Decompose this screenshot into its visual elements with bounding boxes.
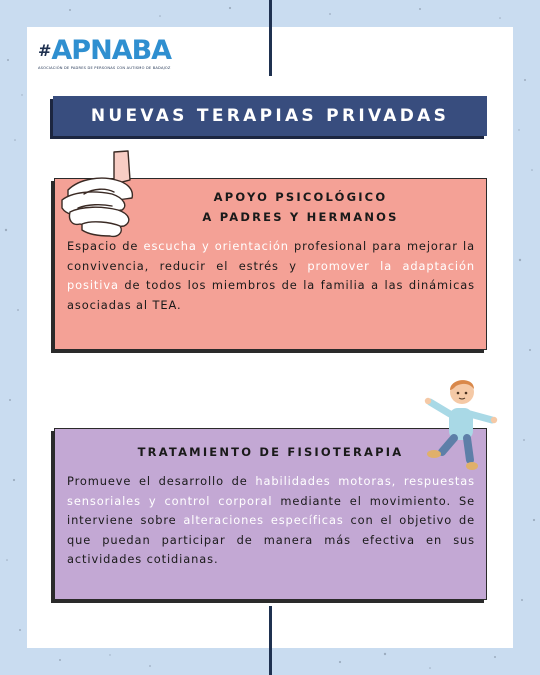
section-description — [67, 237, 475, 315]
section-description — [67, 472, 475, 570]
highlighted-text: promover la adaptación positiva — [67, 258, 475, 293]
highlighted-text: habilidades motoras, respuestas sensoriales y control corporal — [67, 474, 475, 508]
page-title: NUEVAS TERAPIAS PRIVADAS — [90, 106, 450, 126]
section-title-line1: APOYO PSICOLÓGICO — [213, 190, 388, 204]
top-divider-line — [269, 0, 272, 76]
hands-icon — [58, 150, 150, 240]
logo-subtitle: ASOCIACIÓN DE PADRES DE PERSONAS CON AUTISMO DE BADAJOZ — [38, 66, 171, 70]
highlighted-text: alteraciones específicas — [183, 513, 344, 528]
text-fragment: de todos los miembros de la familia a las dinámicas asociadas al TEA. — [67, 278, 475, 312]
logo-wordmark — [38, 35, 172, 66]
text-fragment: Promueve el desarrollo de — [67, 474, 256, 488]
section-title: TRATAMIENTO DE FISIOTERAPIA — [137, 445, 404, 459]
bottom-divider-line — [269, 606, 272, 675]
highlighted-text: escucha y orientación — [143, 239, 289, 253]
logo-name: APNABA — [51, 35, 172, 66]
text-fragment: Espacio de — [67, 239, 144, 253]
logo-hash: # — [38, 41, 51, 60]
child-jumping-icon — [420, 374, 500, 474]
text-fragment: con el objetivo de que puedan participar de manera más efectiva en sus actividades cotidianas. — [67, 513, 475, 567]
text-fragment: mediante el movimiento. Se interviene sobre — [67, 493, 475, 528]
page-title-bar — [53, 96, 487, 136]
section-title-line2: A PADRES Y HERMANOS — [202, 210, 399, 224]
text-fragment: profesional para mejorar la convivencia, reducir el estrés y — [67, 239, 475, 273]
apnaba-logo — [38, 35, 172, 70]
